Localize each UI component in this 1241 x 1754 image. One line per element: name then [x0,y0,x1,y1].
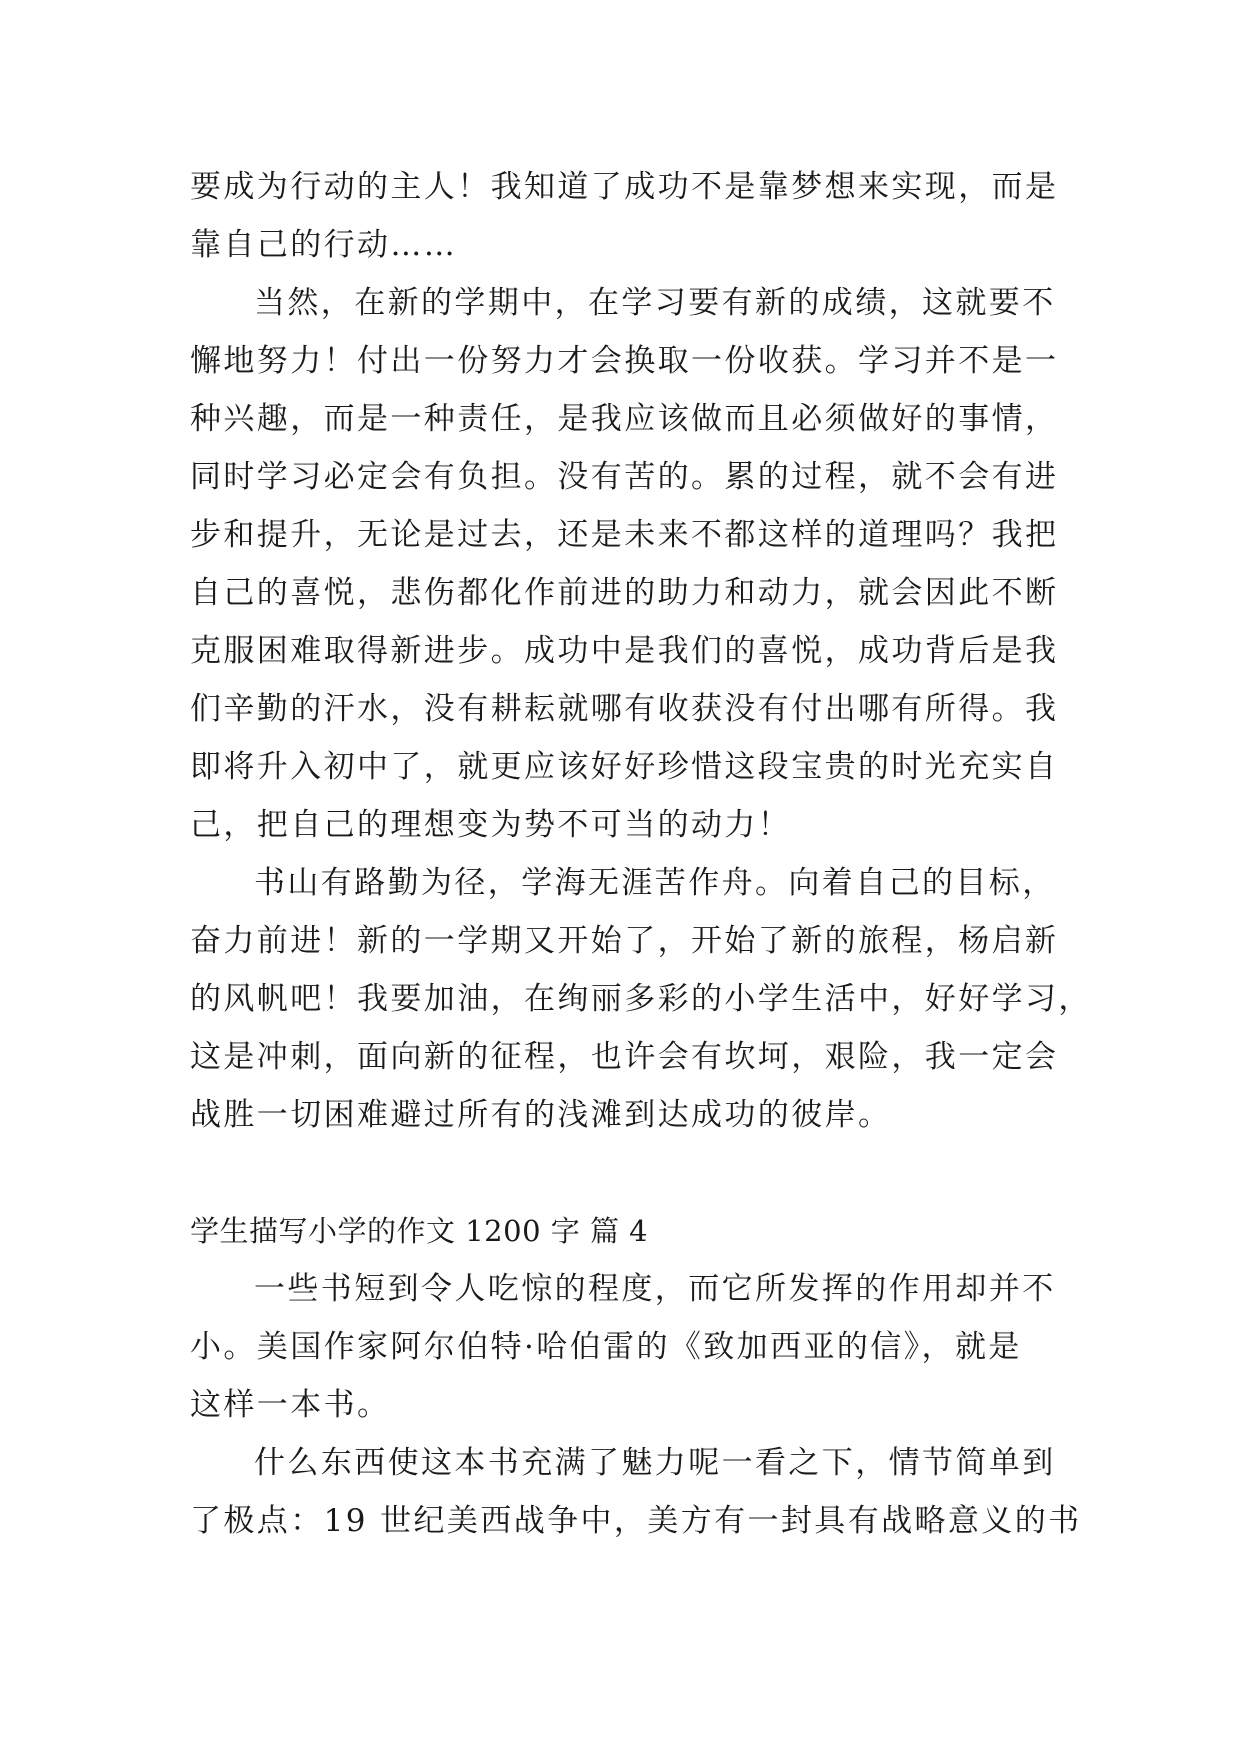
paragraph-line: 奋力前进！新的一学期又开始了，开始了新的旅程，杨启新 [190,923,1059,959]
paragraph-line: 即将升入初中了，就更应该好好珍惜这段宝贵的时光充实自 [190,749,1059,785]
paragraph-line: 战胜一切困难避过所有的浅滩到达成功的彼岸。 [190,1097,892,1133]
section-spacer [190,1144,1050,1202]
paragraph-line: 要成为行动的主人！我知道了成功不是靠梦想来实现，而是 [190,169,1059,205]
paragraph-line: 种兴趣，而是一种责任，是我应该做而且必须做好的事情， [190,401,1059,437]
paragraph-line: 懈地努力！付出一份努力才会换取一份收获。学习并不是一 [190,343,1059,379]
paragraph-line: 当然，在新的学期中，在学习要有新的成绩，这就要不 [254,285,1056,321]
paragraph-line: 一些书短到令人吃惊的程度，而它所发挥的作用却并不 [254,1271,1056,1307]
paragraph-line: 这是冲刺，面向新的征程，也许会有坎坷，艰险，我一定会 [190,1039,1059,1075]
paragraph-line: 己，把自己的理想变为势不可当的动力！ [190,807,792,843]
paragraph-line: 克服困难取得新进步。成功中是我们的喜悦，成功背后是我 [190,633,1059,669]
paragraph-line: 的风帆吧！我要加油，在绚丽多彩的小学生活中，好好学习， [190,981,1092,1017]
paragraph-line: 书山有路勤为径，学海无涯苦作舟。向着自己的目标， [254,865,1056,901]
paragraph-line: 步和提升，无论是过去，还是未来不都这样的道理吗？我把 [190,517,1059,553]
paragraph-line: 小。美国作家阿尔伯特·哈伯雷的《致加西亚的信》，就是 [190,1329,1022,1365]
paragraph-line: 同时学习必定会有负担。没有苦的。累的过程，就不会有进 [190,459,1059,495]
paragraph-line: 了极点：19 世纪美西战争中，美方有一封具有战略意义的书 [190,1503,1082,1539]
paragraph-line: 什么东西使这本书充满了魅力呢一看之下，情节简单到 [254,1445,1056,1481]
section-heading: 学生描写小学的作文 1200 字 篇 4 [190,1214,649,1248]
paragraph-line: 们辛勤的汗水，没有耕耘就哪有收获没有付出哪有所得。我 [190,691,1059,727]
paragraph-line: 自己的喜悦，悲伤都化作前进的助力和动力，就会因此不断 [190,575,1059,611]
paragraph-line: 这样一本书。 [190,1387,391,1423]
essay-body [190,158,1092,1550]
paragraph-line: 靠自己的行动…… [190,227,458,263]
